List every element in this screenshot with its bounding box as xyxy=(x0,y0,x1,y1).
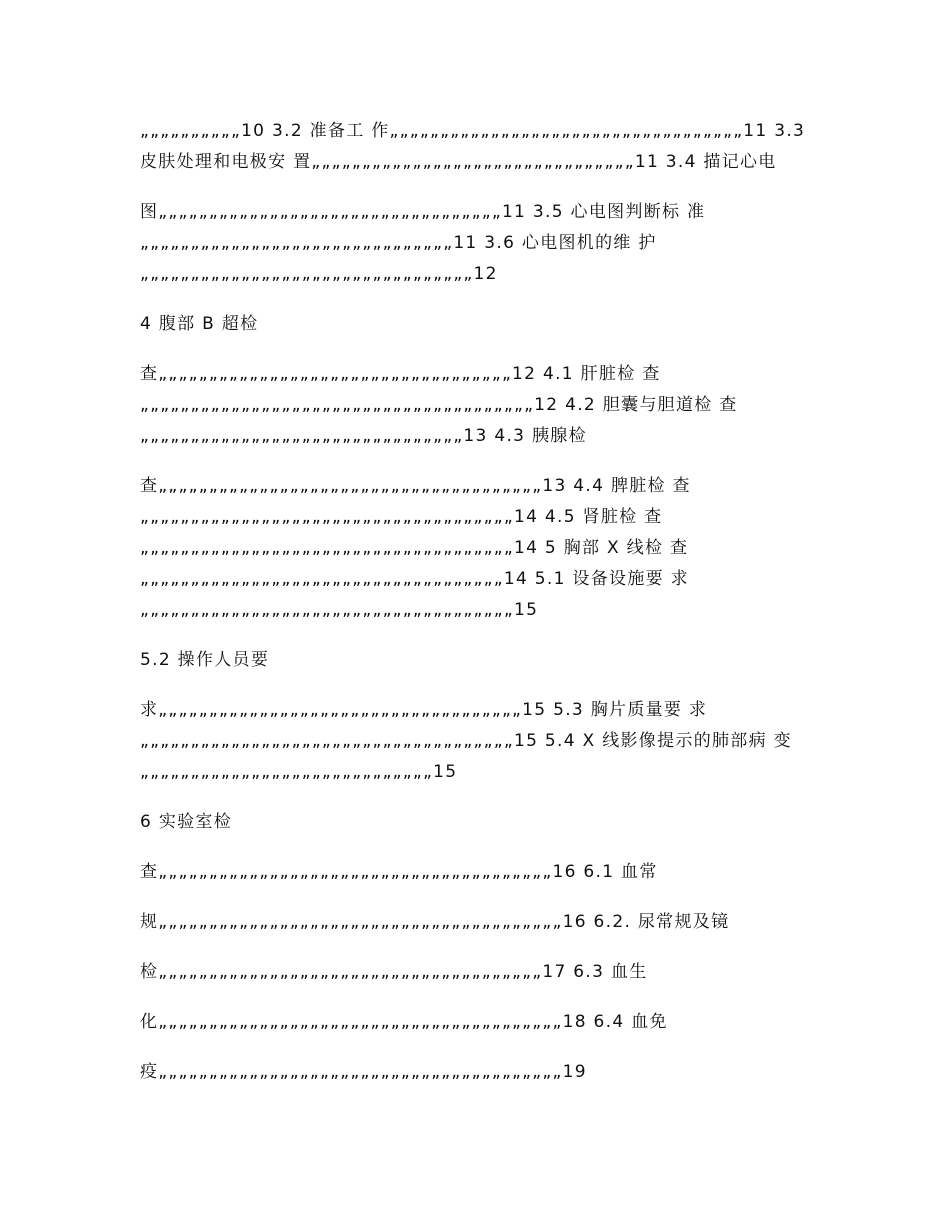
toc-paragraph: 疫„„„„„„„„„„„„„„„„„„„„„„„„„„„„„„„„„„„„„„„„19 xyxy=(140,1062,587,1082)
toc-paragraph: 查„„„„„„„„„„„„„„„„„„„„„„„„„„„„„„„„„„„12 4.1 肝脏检 查„„„„„„„„„„„„„„„„„„„„„„„„„„„„„„„„„„„„„„„12 4.2 胆囊与胆道检 查„„„„„„„„„„„„„„„„„„„„„„„„„„„„„„„„13 4.3 胰腺检 xyxy=(140,364,738,446)
toc-paragraph: 求„„„„„„„„„„„„„„„„„„„„„„„„„„„„„„„„„„„„15 5.3 胸片质量要 求„„„„„„„„„„„„„„„„„„„„„„„„„„„„„„„„„„„„„15 5.4 X 线影像提示的肺部病 变„„„„„„„„„„„„„„„„„„„„„„„„„„„„„15 xyxy=(140,700,792,782)
toc-paragraph: 图„„„„„„„„„„„„„„„„„„„„„„„„„„„„„„„„„„11 3.5 心电图判断标 准„„„„„„„„„„„„„„„„„„„„„„„„„„„„„„„11 3.6 心电图机的维 护„„„„„„„„„„„„„„„„„„„„„„„„„„„„„„„„„12 xyxy=(140,202,706,284)
table-of-contents xyxy=(140,116,815,1107)
toc-paragraph: 查„„„„„„„„„„„„„„„„„„„„„„„„„„„„„„„„„„„„„„13 4.4 脾脏检 查„„„„„„„„„„„„„„„„„„„„„„„„„„„„„„„„„„„„„14 4.5 肾脏检 查„„„„„„„„„„„„„„„„„„„„„„„„„„„„„„„„„„„„„14 5 胸部 X 线检 查„„„„„„„„„„„„„„„„„„„„„„„„„„„„„„„„„„„„14 5.1 设备设施要 求„„„„„„„„„„„„„„„„„„„„„„„„„„„„„„„„„„„„„15 xyxy=(140,476,691,620)
toc-paragraph: 5.2 操作人员要 xyxy=(140,650,270,670)
toc-paragraph: 6 实验室检 xyxy=(140,812,233,832)
toc-paragraph: 查„„„„„„„„„„„„„„„„„„„„„„„„„„„„„„„„„„„„„„„16 6.1 血常 xyxy=(140,862,658,882)
toc-paragraph: 4 腹部 B 超检 xyxy=(140,314,259,334)
toc-paragraph: 规„„„„„„„„„„„„„„„„„„„„„„„„„„„„„„„„„„„„„„„„16 6.2. 尿常规及镜 xyxy=(140,912,730,932)
toc-paragraph: 检„„„„„„„„„„„„„„„„„„„„„„„„„„„„„„„„„„„„„„17 6.3 血生 xyxy=(140,962,648,982)
toc-paragraph: 化„„„„„„„„„„„„„„„„„„„„„„„„„„„„„„„„„„„„„„„„18 6.4 血免 xyxy=(140,1012,668,1032)
toc-paragraph: „„„„„„„„„„10 3.2 准备工 作„„„„„„„„„„„„„„„„„„„„„„„„„„„„„„„„„„„11 3.3 皮肤处理和电极安 置„„„„„„„„„„„„„„„„„„„„„„„„„„„„„„„„11 3.4 描记心电 xyxy=(140,121,806,172)
